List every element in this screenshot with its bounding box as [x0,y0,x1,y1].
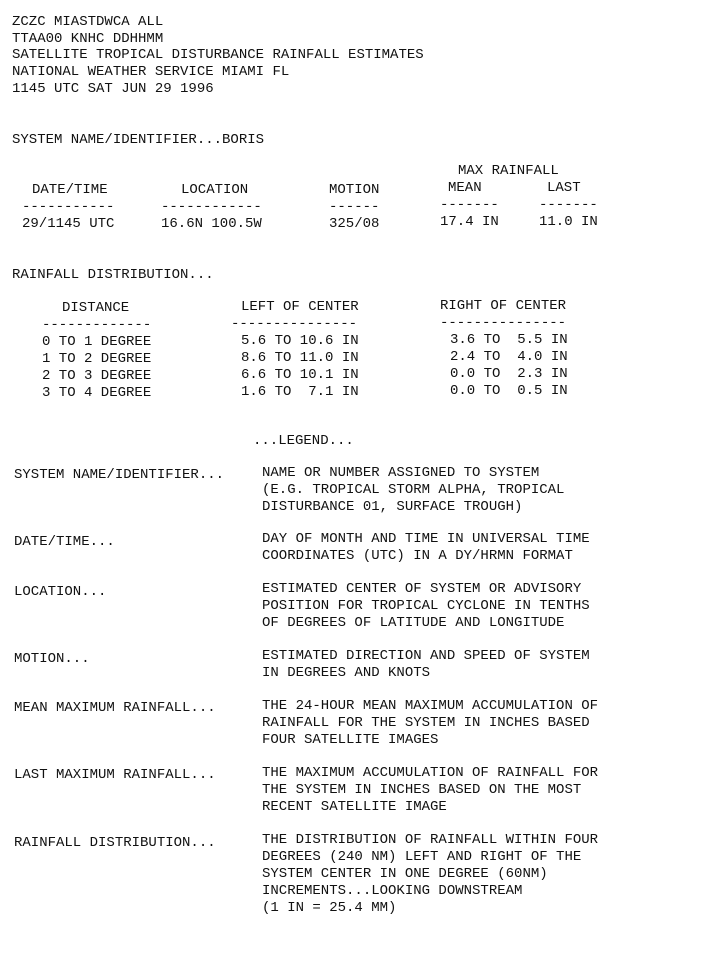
col-date-time: DATE/TIME [32,182,108,198]
dash-last: ------- [539,197,598,213]
header-line-1: ZCZC MIASTDWCA ALL [12,14,164,30]
col-right-of-center: RIGHT OF CENTER [440,298,567,314]
legend-def-distribution-5: (1 IN = 25.4 MM) [262,900,397,916]
legend-def-date-time-1: DAY OF MONTH AND TIME IN UNIVERSAL TIME [262,531,590,547]
dash-location: ------------ [161,199,262,215]
dash-motion: ------ [329,199,380,215]
legend-def-last-max-3: RECENT SATELLITE IMAGE [262,799,447,815]
legend-def-distribution-4: INCREMENTS...LOOKING DOWNSTREAM [262,883,523,899]
header-line-2: TTAA00 KNHC DDHHMM [12,31,164,47]
legend-def-date-time-2: COORDINATES (UTC) IN A DY/HRMN FORMAT [262,548,573,564]
distribution-title: RAINFALL DISTRIBUTION... [12,267,214,283]
legend-def-mean-max-1: THE 24-HOUR MEAN MAXIMUM ACCUMULATION OF [262,698,599,714]
legend-title: ...LEGEND... [253,433,354,449]
estimate-motion: 325/08 [329,216,380,232]
dash-date-time: ----------- [22,199,115,215]
col-last: LAST [547,180,581,196]
legend-term-motion: MOTION... [14,651,90,667]
system-identifier: SYSTEM NAME/IDENTIFIER...BORIS [12,132,265,148]
estimate-mean: 17.4 IN [440,214,499,230]
col-distance: DISTANCE [62,300,130,316]
legend-term-system: SYSTEM NAME/IDENTIFIER... [14,467,225,483]
col-location: LOCATION [181,182,249,198]
dist-row-4-right: 0.0 TO 0.5 IN [450,383,568,399]
dash-left: --------------- [231,316,358,332]
dist-row-3-left: 6.6 TO 10.1 IN [241,367,359,383]
legend-def-system-2: (E.G. TROPICAL STORM ALPHA, TROPICAL [262,482,565,498]
legend-term-last-max: LAST MAXIMUM RAINFALL... [14,767,216,783]
dist-row-1-left: 5.6 TO 10.6 IN [241,333,359,349]
legend-def-mean-max-2: RAINFALL FOR THE SYSTEM IN INCHES BASED [262,715,590,731]
dist-row-4-distance: 3 TO 4 DEGREE [42,385,152,401]
col-motion: MOTION [329,182,380,198]
legend-def-motion-2: IN DEGREES AND KNOTS [262,665,431,681]
legend-def-location-2: POSITION FOR TROPICAL CYCLONE IN TENTHS [262,598,590,614]
dist-row-3-distance: 2 TO 3 DEGREE [42,368,152,384]
legend-def-location-1: ESTIMATED CENTER OF SYSTEM OR ADVISORY [262,581,582,597]
legend-term-date-time: DATE/TIME... [14,534,115,550]
dash-right: --------------- [440,315,567,331]
legend-def-location-3: OF DEGREES OF LATITUDE AND LONGITUDE [262,615,565,631]
dist-row-1-right: 3.6 TO 5.5 IN [450,332,568,348]
dist-row-2-right: 2.4 TO 4.0 IN [450,349,568,365]
legend-term-mean-max: MEAN MAXIMUM RAINFALL... [14,700,216,716]
max-rainfall-header: MAX RAINFALL [458,163,559,179]
col-left-of-center: LEFT OF CENTER [241,299,359,315]
dist-row-4-left: 1.6 TO 7.1 IN [241,384,359,400]
legend-def-system-1: NAME OR NUMBER ASSIGNED TO SYSTEM [262,465,540,481]
header-line-5: 1145 UTC SAT JUN 29 1996 [12,81,214,97]
dist-row-3-right: 0.0 TO 2.3 IN [450,366,568,382]
legend-def-system-3: DISTURBANCE 01, SURFACE TROUGH) [262,499,523,515]
dist-row-2-left: 8.6 TO 11.0 IN [241,350,359,366]
legend-def-motion-1: ESTIMATED DIRECTION AND SPEED OF SYSTEM [262,648,590,664]
header-line-3: SATELLITE TROPICAL DISTURBANCE RAINFALL ESTIMATES [12,47,424,63]
dist-row-2-distance: 1 TO 2 DEGREE [42,351,152,367]
legend-term-distribution: RAINFALL DISTRIBUTION... [14,835,216,851]
legend-def-distribution-3: SYSTEM CENTER IN ONE DEGREE (60NM) [262,866,548,882]
header-line-4: NATIONAL WEATHER SERVICE MIAMI FL [12,64,290,80]
legend-def-last-max-2: THE SYSTEM IN INCHES BASED ON THE MOST [262,782,582,798]
estimate-date-time: 29/1145 UTC [22,216,115,232]
legend-def-distribution-2: DEGREES (240 NM) LEFT AND RIGHT OF THE [262,849,582,865]
dash-distance: ------------- [42,317,152,333]
legend-def-last-max-1: THE MAXIMUM ACCUMULATION OF RAINFALL FOR [262,765,599,781]
estimate-location: 16.6N 100.5W [161,216,262,232]
legend-def-mean-max-3: FOUR SATELLITE IMAGES [262,732,439,748]
estimate-last: 11.0 IN [539,214,598,230]
dist-row-1-distance: 0 TO 1 DEGREE [42,334,152,350]
legend-def-distribution-1: THE DISTRIBUTION OF RAINFALL WITHIN FOUR [262,832,599,848]
dash-mean: ------- [440,197,499,213]
legend-term-location: LOCATION... [14,584,107,600]
col-mean: MEAN [448,180,482,196]
